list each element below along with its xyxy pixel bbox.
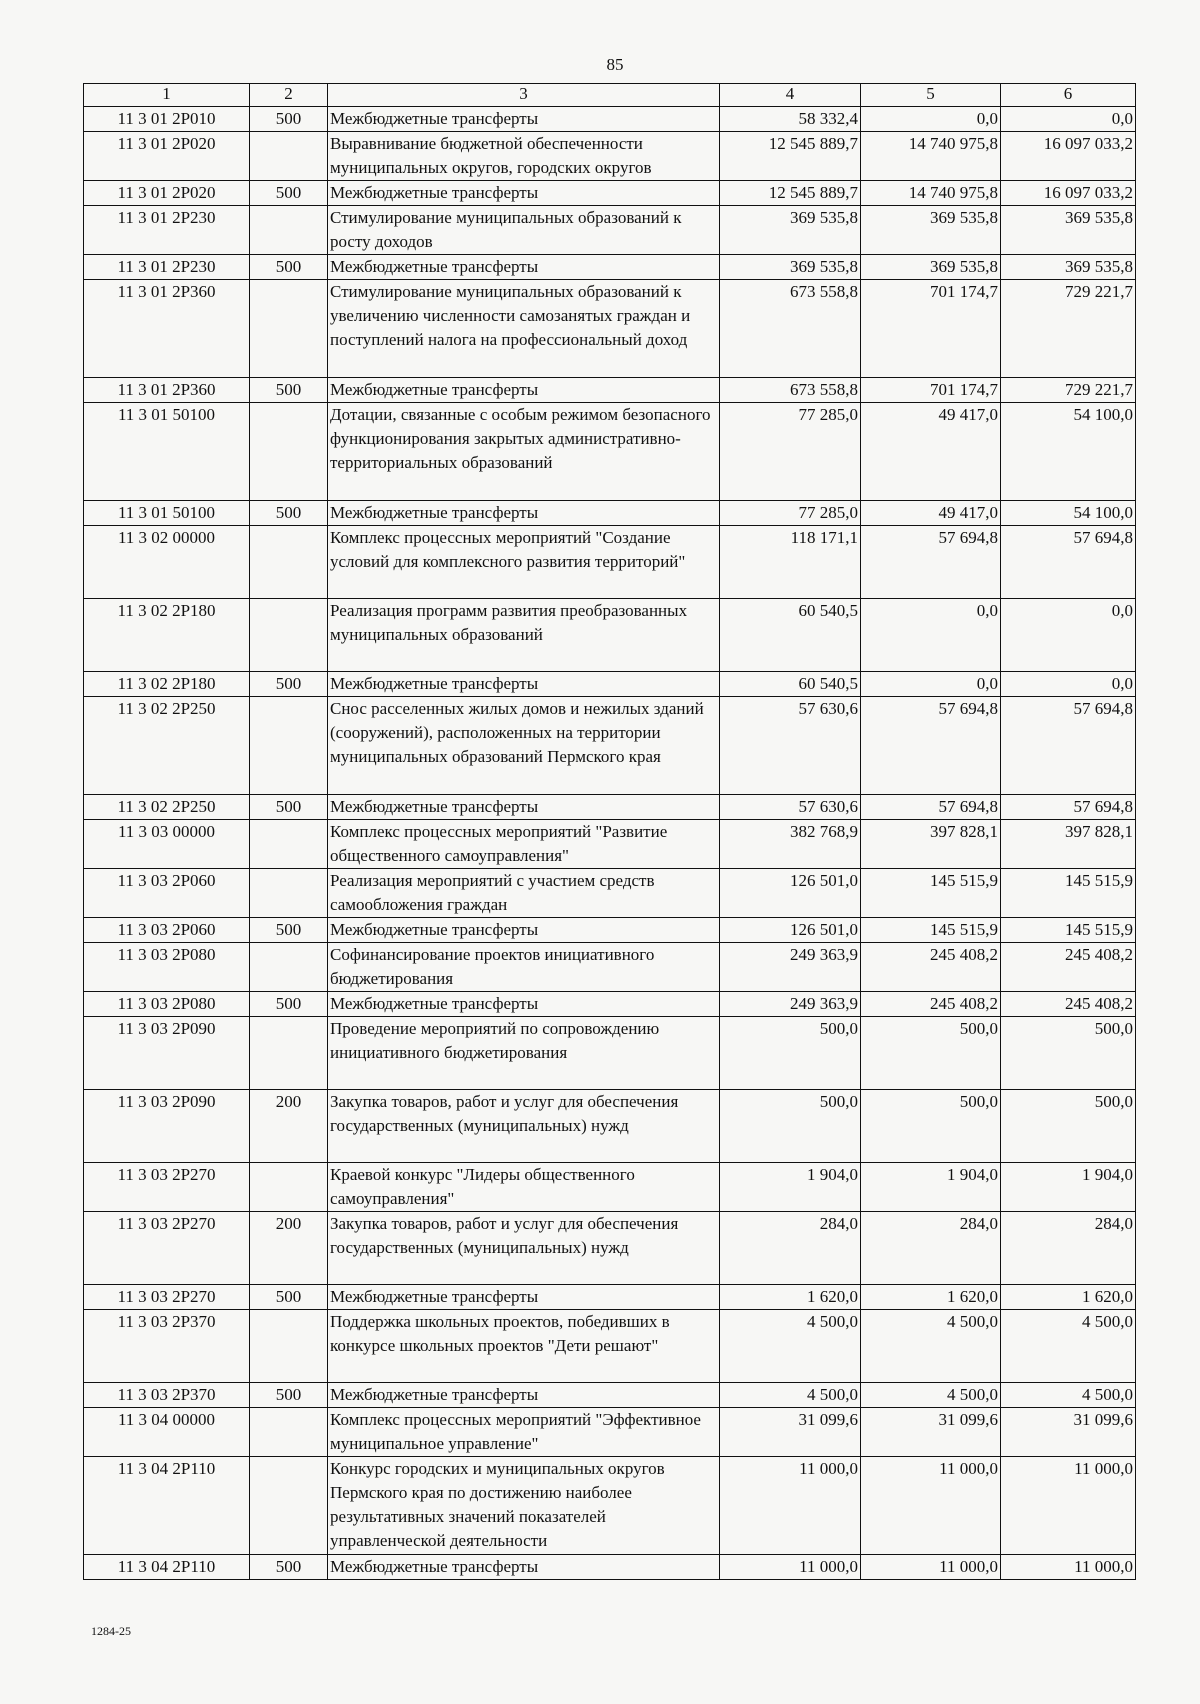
cell-value-6: 245 408,2 [1001, 992, 1136, 1017]
table-row [84, 869, 1136, 918]
table-row [84, 943, 1136, 992]
cell-value-4: 4 500,0 [720, 1383, 861, 1408]
cell-value-6: 369 535,8 [1001, 206, 1136, 255]
cell-value-4: 57 630,6 [720, 697, 861, 795]
cell-expense-type: 500 [250, 378, 328, 403]
cell-name: Межбюджетные трансферты [328, 1383, 720, 1408]
table-row [84, 280, 1136, 378]
cell-value-5: 500,0 [861, 1090, 1001, 1163]
table-row [84, 378, 1136, 403]
table-row [84, 697, 1136, 795]
cell-code: 11 3 01 50100 [84, 501, 250, 526]
cell-expense-type [250, 1457, 328, 1555]
cell-expense-type: 500 [250, 918, 328, 943]
cell-value-4: 12 545 889,7 [720, 132, 861, 181]
cell-value-6: 500,0 [1001, 1090, 1136, 1163]
cell-expense-type: 500 [250, 107, 328, 132]
cell-value-5: 1 904,0 [861, 1163, 1001, 1212]
cell-value-6: 31 099,6 [1001, 1408, 1136, 1457]
cell-name: Реализация мероприятий с участием средств самообложения граждан [328, 869, 720, 918]
cell-code: 11 3 03 2P270 [84, 1163, 250, 1212]
cell-value-5: 500,0 [861, 1017, 1001, 1090]
cell-value-6: 0,0 [1001, 599, 1136, 672]
cell-name: Конкурс городских и муниципальных округов Пермского края по достижению наиболее результативных значений показателей управленческой деятельности [328, 1457, 720, 1555]
cell-expense-type: 500 [250, 672, 328, 697]
cell-code: 11 3 03 2P080 [84, 992, 250, 1017]
cell-code: 11 3 02 2P180 [84, 599, 250, 672]
cell-value-6: 4 500,0 [1001, 1310, 1136, 1383]
cell-name: Краевой конкурс "Лидеры общественного самоуправления" [328, 1163, 720, 1212]
cell-code: 11 3 03 2P090 [84, 1017, 250, 1090]
cell-value-6: 57 694,8 [1001, 526, 1136, 599]
table-row [84, 1090, 1136, 1163]
cell-value-5: 701 174,7 [861, 378, 1001, 403]
cell-value-6: 16 097 033,2 [1001, 132, 1136, 181]
cell-expense-type: 500 [250, 501, 328, 526]
cell-code: 11 3 03 00000 [84, 820, 250, 869]
cell-name: Межбюджетные трансферты [328, 1555, 720, 1580]
cell-value-4: 500,0 [720, 1017, 861, 1090]
cell-expense-type [250, 1163, 328, 1212]
table-row [84, 672, 1136, 697]
cell-name: Дотации, связанные с особым режимом безопасного функционирования закрытых административно-территориальных образований [328, 403, 720, 501]
header-cell-6: 6 [1001, 84, 1136, 107]
cell-code: 11 3 01 2P360 [84, 378, 250, 403]
cell-expense-type: 200 [250, 1090, 328, 1163]
cell-value-4: 4 500,0 [720, 1310, 861, 1383]
cell-code: 11 3 04 2P110 [84, 1457, 250, 1555]
cell-value-5: 1 620,0 [861, 1285, 1001, 1310]
table-row [84, 1212, 1136, 1285]
cell-value-6: 369 535,8 [1001, 255, 1136, 280]
cell-value-6: 145 515,9 [1001, 869, 1136, 918]
cell-value-5: 11 000,0 [861, 1457, 1001, 1555]
cell-expense-type [250, 943, 328, 992]
cell-name: Межбюджетные трансферты [328, 181, 720, 206]
cell-value-4: 77 285,0 [720, 403, 861, 501]
cell-code: 11 3 03 2P370 [84, 1310, 250, 1383]
cell-value-5: 145 515,9 [861, 918, 1001, 943]
budget-table [83, 83, 1136, 1580]
cell-value-5: 4 500,0 [861, 1383, 1001, 1408]
cell-value-5: 57 694,8 [861, 526, 1001, 599]
cell-expense-type [250, 280, 328, 378]
cell-code: 11 3 03 2P080 [84, 943, 250, 992]
cell-expense-type [250, 1310, 328, 1383]
cell-name: Межбюджетные трансферты [328, 672, 720, 697]
cell-name: Межбюджетные трансферты [328, 501, 720, 526]
cell-name: Межбюджетные трансферты [328, 255, 720, 280]
cell-expense-type [250, 403, 328, 501]
table-row [84, 918, 1136, 943]
cell-value-4: 77 285,0 [720, 501, 861, 526]
cell-value-5: 245 408,2 [861, 943, 1001, 992]
table-row [84, 526, 1136, 599]
cell-name: Выравнивание бюджетной обеспеченности муниципальных округов, городских округов [328, 132, 720, 181]
cell-expense-type [250, 599, 328, 672]
cell-name: Закупка товаров, работ и услуг для обеспечения государственных (муниципальных) нужд [328, 1090, 720, 1163]
cell-name: Стимулирование муниципальных образований к росту доходов [328, 206, 720, 255]
cell-value-6: 0,0 [1001, 107, 1136, 132]
cell-value-4: 1 904,0 [720, 1163, 861, 1212]
cell-name: Реализация программ развития преобразованных муниципальных образований [328, 599, 720, 672]
cell-name: Межбюджетные трансферты [328, 992, 720, 1017]
table-row [84, 255, 1136, 280]
cell-value-5: 49 417,0 [861, 501, 1001, 526]
cell-value-5: 145 515,9 [861, 869, 1001, 918]
table-row [84, 181, 1136, 206]
page-number: 85 [606, 55, 624, 74]
cell-value-5: 14 740 975,8 [861, 132, 1001, 181]
cell-expense-type: 500 [250, 1285, 328, 1310]
header-cell-1: 1 [84, 84, 250, 107]
cell-code: 11 3 02 2P250 [84, 795, 250, 820]
table-row [84, 820, 1136, 869]
cell-value-6: 500,0 [1001, 1017, 1136, 1090]
cell-code: 11 3 02 2P250 [84, 697, 250, 795]
cell-value-4: 58 332,4 [720, 107, 861, 132]
cell-name: Межбюджетные трансферты [328, 795, 720, 820]
cell-code: 11 3 01 2P020 [84, 132, 250, 181]
cell-name: Проведение мероприятий по сопровождению инициативного бюджетирования [328, 1017, 720, 1090]
cell-name: Межбюджетные трансферты [328, 918, 720, 943]
cell-value-4: 369 535,8 [720, 255, 861, 280]
header-cell-4: 4 [720, 84, 861, 107]
cell-code: 11 3 03 2P270 [84, 1285, 250, 1310]
cell-value-4: 12 545 889,7 [720, 181, 861, 206]
cell-expense-type [250, 820, 328, 869]
cell-value-5: 701 174,7 [861, 280, 1001, 378]
cell-value-5: 31 099,6 [861, 1408, 1001, 1457]
cell-value-5: 0,0 [861, 599, 1001, 672]
cell-expense-type: 500 [250, 255, 328, 280]
table-row [84, 403, 1136, 501]
cell-value-6: 57 694,8 [1001, 697, 1136, 795]
cell-code: 11 3 04 00000 [84, 1408, 250, 1457]
cell-name: Межбюджетные трансферты [328, 378, 720, 403]
cell-value-4: 60 540,5 [720, 672, 861, 697]
cell-name: Комплекс процессных мероприятий "Создание условий для комплексного развития территорий" [328, 526, 720, 599]
cell-value-4: 1 620,0 [720, 1285, 861, 1310]
cell-value-4: 57 630,6 [720, 795, 861, 820]
cell-value-4: 249 363,9 [720, 943, 861, 992]
table-row [84, 1457, 1136, 1555]
cell-value-4: 284,0 [720, 1212, 861, 1285]
cell-value-4: 126 501,0 [720, 918, 861, 943]
cell-value-4: 31 099,6 [720, 1408, 861, 1457]
cell-value-5: 57 694,8 [861, 795, 1001, 820]
header-cell-2: 2 [250, 84, 328, 107]
cell-value-5: 14 740 975,8 [861, 181, 1001, 206]
cell-expense-type: 500 [250, 1383, 328, 1408]
cell-value-6: 729 221,7 [1001, 378, 1136, 403]
cell-code: 11 3 03 2P090 [84, 1090, 250, 1163]
cell-value-5: 11 000,0 [861, 1555, 1001, 1580]
cell-expense-type: 500 [250, 992, 328, 1017]
table-row [84, 1408, 1136, 1457]
cell-name: Межбюджетные трансферты [328, 1285, 720, 1310]
cell-value-5: 0,0 [861, 107, 1001, 132]
cell-expense-type [250, 697, 328, 795]
cell-code: 11 3 03 2P270 [84, 1212, 250, 1285]
cell-value-4: 11 000,0 [720, 1555, 861, 1580]
cell-name: Закупка товаров, работ и услуг для обеспечения государственных (муниципальных) нужд [328, 1212, 720, 1285]
table-row [84, 206, 1136, 255]
cell-value-4: 118 171,1 [720, 526, 861, 599]
cell-value-6: 54 100,0 [1001, 403, 1136, 501]
cell-value-4: 500,0 [720, 1090, 861, 1163]
table-row [84, 1383, 1136, 1408]
table-row [84, 1163, 1136, 1212]
cell-value-6: 397 828,1 [1001, 820, 1136, 869]
header-cell-3: 3 [328, 84, 720, 107]
cell-value-4: 673 558,8 [720, 378, 861, 403]
cell-value-5: 369 535,8 [861, 206, 1001, 255]
cell-value-6: 54 100,0 [1001, 501, 1136, 526]
cell-code: 11 3 01 2P360 [84, 280, 250, 378]
table-row [84, 1555, 1136, 1580]
cell-code: 11 3 01 2P020 [84, 181, 250, 206]
cell-code: 11 3 04 2P110 [84, 1555, 250, 1580]
cell-value-6: 11 000,0 [1001, 1555, 1136, 1580]
cell-expense-type: 500 [250, 1555, 328, 1580]
cell-name: Межбюджетные трансферты [328, 107, 720, 132]
cell-value-4: 249 363,9 [720, 992, 861, 1017]
cell-name: Софинансирование проектов инициативного бюджетирования [328, 943, 720, 992]
cell-name: Поддержка школьных проектов, победивших в конкурсе школьных проектов "Дети решают" [328, 1310, 720, 1383]
table-row [84, 501, 1136, 526]
cell-code: 11 3 02 2P180 [84, 672, 250, 697]
cell-expense-type [250, 1017, 328, 1090]
cell-value-4: 60 540,5 [720, 599, 861, 672]
cell-code: 11 3 01 2P230 [84, 255, 250, 280]
cell-expense-type [250, 526, 328, 599]
cell-expense-type [250, 132, 328, 181]
document-code: 1284-25 [91, 1624, 131, 1638]
cell-code: 11 3 01 50100 [84, 403, 250, 501]
cell-expense-type: 500 [250, 795, 328, 820]
cell-value-6: 1 904,0 [1001, 1163, 1136, 1212]
cell-name: Комплекс процессных мероприятий "Эффективное муниципальное управление" [328, 1408, 720, 1457]
cell-expense-type: 200 [250, 1212, 328, 1285]
cell-value-6: 16 097 033,2 [1001, 181, 1136, 206]
cell-value-5: 369 535,8 [861, 255, 1001, 280]
cell-value-4: 673 558,8 [720, 280, 861, 378]
cell-value-4: 382 768,9 [720, 820, 861, 869]
cell-expense-type [250, 869, 328, 918]
cell-value-4: 11 000,0 [720, 1457, 861, 1555]
cell-value-6: 245 408,2 [1001, 943, 1136, 992]
table-header-row [84, 84, 1136, 107]
cell-value-6: 729 221,7 [1001, 280, 1136, 378]
cell-code: 11 3 03 2P060 [84, 869, 250, 918]
cell-value-5: 0,0 [861, 672, 1001, 697]
cell-name: Стимулирование муниципальных образований к увеличению численности самозанятых граждан и поступлений налога на профессиональный доход [328, 280, 720, 378]
cell-value-5: 245 408,2 [861, 992, 1001, 1017]
cell-code: 11 3 03 2P060 [84, 918, 250, 943]
table-row [84, 599, 1136, 672]
cell-value-5: 49 417,0 [861, 403, 1001, 501]
table-row [84, 1310, 1136, 1383]
table-row [84, 132, 1136, 181]
cell-name: Комплекс процессных мероприятий "Развитие общественного самоуправления" [328, 820, 720, 869]
cell-value-5: 57 694,8 [861, 697, 1001, 795]
table-row [84, 795, 1136, 820]
table-row [84, 1285, 1136, 1310]
cell-value-5: 284,0 [861, 1212, 1001, 1285]
table-row [84, 1017, 1136, 1090]
cell-value-6: 0,0 [1001, 672, 1136, 697]
table-row [84, 107, 1136, 132]
cell-value-6: 4 500,0 [1001, 1383, 1136, 1408]
table-row [84, 992, 1136, 1017]
cell-value-4: 369 535,8 [720, 206, 861, 255]
cell-value-6: 1 620,0 [1001, 1285, 1136, 1310]
cell-value-6: 57 694,8 [1001, 795, 1136, 820]
cell-value-4: 126 501,0 [720, 869, 861, 918]
cell-code: 11 3 01 2P230 [84, 206, 250, 255]
cell-value-6: 11 000,0 [1001, 1457, 1136, 1555]
cell-expense-type [250, 1408, 328, 1457]
cell-expense-type: 500 [250, 181, 328, 206]
cell-code: 11 3 01 2P010 [84, 107, 250, 132]
header-cell-5: 5 [861, 84, 1001, 107]
cell-expense-type [250, 206, 328, 255]
cell-code: 11 3 03 2P370 [84, 1383, 250, 1408]
cell-value-5: 397 828,1 [861, 820, 1001, 869]
cell-code: 11 3 02 00000 [84, 526, 250, 599]
cell-value-6: 284,0 [1001, 1212, 1136, 1285]
cell-name: Снос расселенных жилых домов и нежилых зданий (сооружений), расположенных на территории муниципальных образований Пермского края [328, 697, 720, 795]
cell-value-5: 4 500,0 [861, 1310, 1001, 1383]
cell-value-6: 145 515,9 [1001, 918, 1136, 943]
